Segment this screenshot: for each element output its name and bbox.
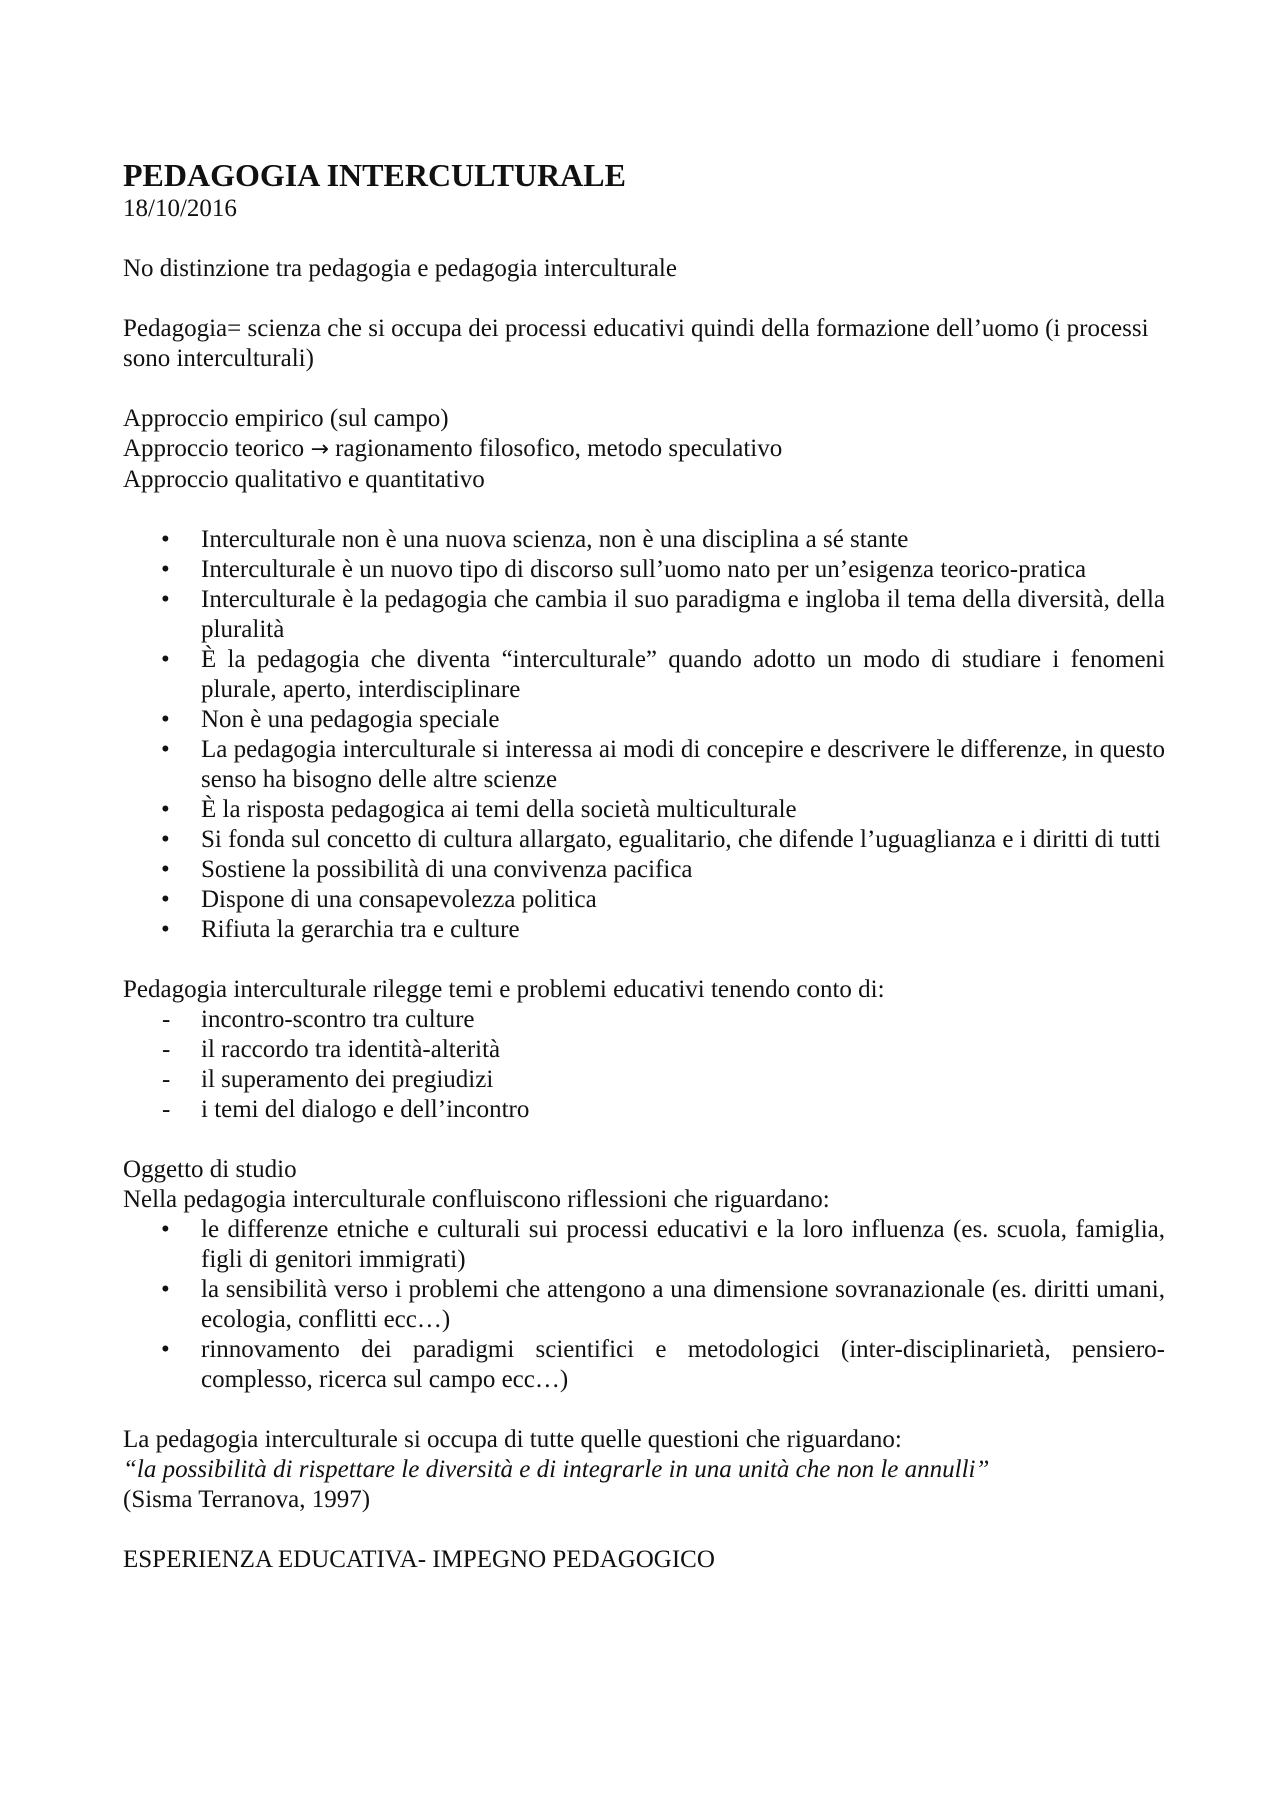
object-list xyxy=(123,1215,1165,1395)
bullet-icon: • xyxy=(161,916,170,943)
rereading-list xyxy=(123,1005,1165,1125)
list-item: • Si fonda sul concetto di cultura allargato, egualitario, che difende l’uguaglianza e i diritti di tutti xyxy=(161,826,1161,853)
dash-icon: - xyxy=(162,1036,171,1063)
page-title: PEDAGOGIA INTERCULTURALE xyxy=(123,157,626,193)
approach-qualitative: Approccio qualitativo e quantitativo xyxy=(123,466,485,493)
bullet-icon: • xyxy=(161,886,170,913)
list-item: • Rifiuta la gerarchia tra e culture xyxy=(161,916,520,943)
closing-citation: (Sisma Terranova, 1997) xyxy=(123,1486,371,1513)
list-item: • È la pedagogia che diventa “interculturale” quando adotto un modo di studiare i fenomeni plurale, aperto, interdisciplinare xyxy=(161,646,1165,703)
list-item: • La pedagogia interculturale si interessa ai modi di concepire e descrivere le differenze, in questo senso ha bisogno delle altre scienze xyxy=(161,736,1165,793)
bullet-icon: • xyxy=(161,826,170,853)
approaches-block xyxy=(123,404,1165,495)
bullet-icon: • xyxy=(161,736,170,763)
list-item: • Sostiene la possibilità di una convivenza pacifica xyxy=(161,856,693,883)
bullet-icon: • xyxy=(161,586,170,613)
list-item: - i temi del dialogo e dell’incontro xyxy=(162,1096,530,1123)
list-item: • Interculturale non è una nuova scienza, non è una disciplina a sé stante xyxy=(161,526,909,553)
closing-final-line: ESPERIENZA EDUCATIVA- IMPEGNO PEDAGOGICO xyxy=(123,1546,715,1573)
bullet-icon: • xyxy=(161,556,170,583)
rereading-intro: Pedagogia interculturale rilegge temi e problemi educativi tenendo conto di: xyxy=(123,976,885,1003)
list-item: - il superamento dei pregiudizi xyxy=(162,1066,494,1093)
approach-theoretical-label: Approccio teorico xyxy=(123,435,305,462)
object-intro: Nella pedagogia interculturale confluiscono riflessioni che riguardano: xyxy=(123,1186,830,1213)
dash-icon: - xyxy=(162,1066,171,1093)
bullet-icon: • xyxy=(161,646,170,673)
bullet-icon: • xyxy=(161,856,170,883)
bullet-icon: • xyxy=(161,1276,170,1303)
list-item: • Dispone di una consapevolezza politica xyxy=(161,886,597,913)
document-date: 18/10/2016 xyxy=(123,195,237,222)
list-item: • Interculturale è la pedagogia che cambia il suo paradigma e ingloba il tema della diversità, della pluralità xyxy=(161,586,1165,643)
bullet-icon: • xyxy=(161,706,170,733)
characteristics-list xyxy=(123,525,1165,945)
object-heading: Oggetto di studio xyxy=(123,1156,297,1183)
list-item: • le differenze etniche e culturali sui processi educativi e la loro influenza (es. scuola, famiglia, figli di genitori immigrati) xyxy=(161,1216,1165,1273)
dash-icon: - xyxy=(162,1006,171,1033)
list-item: • Interculturale è un nuovo tipo di discorso sull’uomo nato per un’esigenza teorico-pratica xyxy=(161,556,1087,583)
list-item: - incontro-scontro tra culture xyxy=(162,1006,475,1033)
right-arrow-icon: → xyxy=(310,437,329,462)
list-item: • È la risposta pedagogica ai temi della società multiculturale xyxy=(161,796,797,823)
pedagogy-definition: Pedagogia= scienza che si occupa dei processi educativi quindi della formazione dell’uomo (i processi sono interculturali) xyxy=(123,315,1149,372)
list-item: • rinnovamento dei paradigmi scientifici e metodologici (inter-disciplinarietà, pensiero-complesso, ricerca sul campo ecc…) xyxy=(161,1336,1165,1393)
closing-quote: “la possibilità di rispettare le diversità e di integrarle in una unità che non le annulli” xyxy=(123,1456,990,1483)
bullet-icon: • xyxy=(161,526,170,553)
bullet-icon: • xyxy=(161,796,170,823)
list-item: • la sensibilità verso i problemi che attengono a una dimensione sovranazionale (es. diritti umani, ecologia, conflitti ecc…) xyxy=(161,1276,1165,1333)
closing-intro: La pedagogia interculturale si occupa di tutte quelle questioni che riguardano: xyxy=(123,1426,902,1453)
bullet-icon: • xyxy=(161,1336,170,1363)
page-content xyxy=(123,156,1165,1575)
list-item: • Non è una pedagogia speciale xyxy=(161,706,500,733)
bullet-icon: • xyxy=(161,1216,170,1243)
distinction-note: No distinzione tra pedagogia e pedagogia interculturale xyxy=(123,255,677,282)
approach-empirical: Approccio empirico (sul campo) xyxy=(123,405,449,432)
list-item: - il raccordo tra identità-alterità xyxy=(162,1036,501,1063)
approach-theoretical xyxy=(123,434,1165,465)
dash-icon: - xyxy=(162,1096,171,1123)
approach-theoretical-detail: ragionamento filosofico, metodo speculativo xyxy=(335,435,783,462)
